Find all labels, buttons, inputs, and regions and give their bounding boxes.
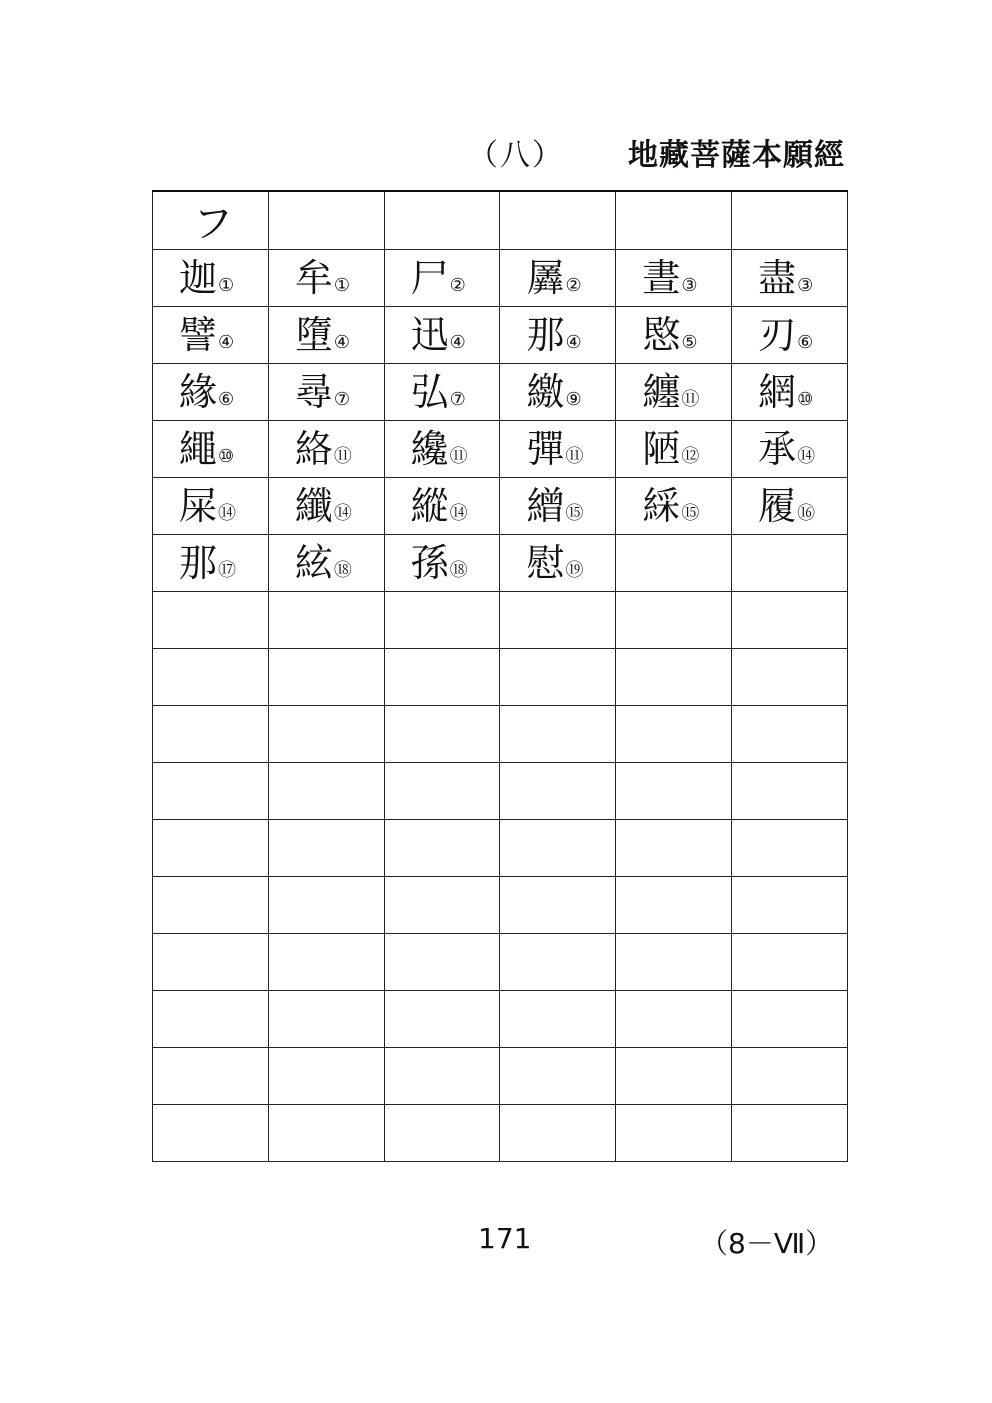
grid-cell — [732, 649, 848, 706]
grid-row — [153, 478, 848, 535]
entry-character: 那 — [526, 313, 565, 357]
grid-row — [153, 934, 848, 991]
grid-cell — [384, 763, 500, 820]
grid-cell — [153, 592, 269, 649]
grid-cell — [616, 991, 732, 1048]
grid-cell — [500, 191, 616, 250]
grid-cell — [500, 991, 616, 1048]
grid-cell — [384, 991, 500, 1048]
part-label: （八） — [468, 138, 564, 173]
entry-number: ④ — [449, 332, 466, 353]
grid-cell — [384, 649, 500, 706]
entry-number: ③ — [797, 275, 814, 296]
grid-cell — [268, 763, 384, 820]
grid-row — [153, 535, 848, 592]
grid-cell — [384, 1105, 500, 1162]
grid-cell — [268, 535, 384, 592]
entry-character: 迅 — [410, 313, 449, 357]
entry-number: ⑦ — [333, 389, 350, 410]
page-code: （8－Ⅶ） — [700, 1227, 834, 1260]
grid-cell — [616, 649, 732, 706]
grid-cell — [616, 191, 732, 250]
grid-cell — [153, 478, 269, 535]
grid-cell — [153, 1048, 269, 1105]
entry-character: 譬 — [179, 313, 218, 357]
entry-character: 羼 — [526, 256, 565, 300]
grid-cell — [384, 592, 500, 649]
entry-number: ⑪ — [565, 446, 584, 467]
grid-row — [153, 706, 848, 763]
entry-character: 彈 — [526, 427, 565, 471]
grid-cell — [500, 1105, 616, 1162]
entry-character: 履 — [758, 484, 797, 528]
entry-character: 纏 — [642, 370, 681, 414]
grid-row — [153, 592, 848, 649]
entry-number: ② — [565, 275, 582, 296]
grid-row — [153, 877, 848, 934]
entry-number: ⑥ — [218, 389, 235, 410]
grid-cell — [500, 763, 616, 820]
entry-number: ⑪ — [681, 389, 700, 410]
entry-number: ⑩ — [218, 446, 235, 467]
entry-character: 緣 — [179, 370, 218, 414]
entry-number: ⑭ — [333, 503, 352, 524]
entry-character: 刃 — [758, 313, 797, 357]
entry-character: 陋 — [642, 427, 681, 471]
entry-number: ③ — [681, 275, 698, 296]
entry-character: 屎 — [179, 484, 218, 528]
grid-cell — [616, 763, 732, 820]
grid-cell — [616, 478, 732, 535]
grid-cell — [384, 421, 500, 478]
entry-number: ⑪ — [333, 446, 352, 467]
grid-cell — [616, 877, 732, 934]
entry-number: ⑮ — [565, 503, 584, 524]
grid-cell — [500, 364, 616, 421]
entry-number: ⑩ — [797, 389, 814, 410]
grid-cell — [153, 191, 269, 250]
grid-cell — [153, 421, 269, 478]
grid-cell — [500, 478, 616, 535]
grid-cell — [732, 706, 848, 763]
entry-number: ① — [333, 275, 350, 296]
entry-character: 絃 — [294, 541, 333, 585]
entry-character: 縱 — [410, 484, 449, 528]
grid-cell — [616, 535, 732, 592]
grid-row — [153, 649, 848, 706]
grid-cell — [616, 307, 732, 364]
grid-row — [153, 191, 848, 250]
grid-cell — [616, 706, 732, 763]
entry-number: ⑨ — [565, 389, 582, 410]
grid-row — [153, 991, 848, 1048]
grid-cell — [616, 421, 732, 478]
grid-cell — [268, 934, 384, 991]
grid-cell — [616, 1105, 732, 1162]
entry-number: ② — [449, 275, 466, 296]
grid-cell — [268, 820, 384, 877]
entry-number: ⑰ — [218, 560, 237, 581]
grid-cell — [384, 820, 500, 877]
grid-cell — [153, 934, 269, 991]
grid-cell — [384, 535, 500, 592]
grid-cell — [732, 307, 848, 364]
entry-character: 承 — [758, 427, 797, 471]
grid-cell — [268, 421, 384, 478]
grid-cell — [732, 820, 848, 877]
grid-cell — [732, 421, 848, 478]
grid-cell — [384, 364, 500, 421]
entry-number: ④ — [565, 332, 582, 353]
entry-character: 繒 — [526, 484, 565, 528]
grid-row — [153, 250, 848, 307]
entry-number: ⑲ — [565, 560, 584, 581]
grid-cell — [500, 820, 616, 877]
grid-cell — [732, 250, 848, 307]
grid-cell — [500, 934, 616, 991]
grid-cell — [500, 250, 616, 307]
entry-character: 慰 — [526, 541, 565, 585]
entry-number: ⑱ — [449, 560, 468, 581]
grid-cell — [616, 1048, 732, 1105]
grid-cell — [500, 1048, 616, 1105]
character-grid — [152, 190, 848, 1162]
grid-cell — [732, 191, 848, 250]
grid-cell — [384, 478, 500, 535]
entry-character: 纖 — [294, 484, 333, 528]
entry-number: ④ — [333, 332, 350, 353]
entry-character: 迦 — [179, 256, 218, 300]
entry-character: 孫 — [410, 541, 449, 585]
entry-number: ① — [218, 275, 235, 296]
entry-number: ⑥ — [797, 332, 814, 353]
grid-cell — [500, 535, 616, 592]
entry-character: 纔 — [410, 427, 449, 471]
grid-cell — [500, 307, 616, 364]
entry-character: 繩 — [179, 427, 218, 471]
grid-cell — [616, 934, 732, 991]
grid-cell — [732, 535, 848, 592]
grid-cell — [500, 877, 616, 934]
grid-cell — [732, 877, 848, 934]
entry-number: ⑱ — [333, 560, 352, 581]
grid-cell — [616, 820, 732, 877]
entry-character: 尋 — [294, 370, 333, 414]
grid-cell — [268, 877, 384, 934]
grid-cell — [153, 364, 269, 421]
page-number: 171 — [478, 1222, 532, 1255]
grid-row — [153, 421, 848, 478]
grid-cell — [384, 307, 500, 364]
grid-cell — [384, 191, 500, 250]
entry-number: ④ — [218, 332, 235, 353]
grid-cell — [500, 649, 616, 706]
entry-character: 盡 — [758, 256, 797, 300]
entry-character: 墮 — [294, 313, 333, 357]
entry-number: ⑯ — [797, 503, 816, 524]
grid-cell — [732, 763, 848, 820]
entry-number: ⑫ — [681, 446, 700, 467]
entry-character: 繳 — [526, 370, 565, 414]
grid-cell — [732, 1105, 848, 1162]
grid-cell — [268, 364, 384, 421]
grid-cell — [732, 934, 848, 991]
grid-cell — [153, 820, 269, 877]
grid-cell — [616, 250, 732, 307]
entry-character: 絡 — [294, 427, 333, 471]
grid-cell — [616, 364, 732, 421]
grid-cell — [616, 592, 732, 649]
grid-cell — [268, 649, 384, 706]
grid-cell — [153, 991, 269, 1048]
grid-cell — [268, 191, 384, 250]
grid-cell — [268, 307, 384, 364]
grid-cell — [500, 706, 616, 763]
grid-cell — [153, 535, 269, 592]
grid-cell — [732, 1048, 848, 1105]
grid-cell — [732, 592, 848, 649]
grid-cell — [384, 1048, 500, 1105]
entry-number: ⑤ — [681, 332, 698, 353]
entry-character: 晝 — [642, 256, 681, 300]
grid-cell — [153, 877, 269, 934]
grid-cell — [732, 991, 848, 1048]
grid-cell — [153, 250, 269, 307]
grid-cell — [500, 592, 616, 649]
grid-cell — [153, 307, 269, 364]
grid-cell — [268, 706, 384, 763]
entry-character: 愍 — [642, 313, 681, 357]
grid-row — [153, 307, 848, 364]
grid-cell — [153, 706, 269, 763]
grid-cell — [268, 1105, 384, 1162]
grid-cell — [384, 706, 500, 763]
grid-cell — [500, 421, 616, 478]
section-mark: フ — [193, 201, 233, 247]
grid-row — [153, 364, 848, 421]
grid-cell — [732, 364, 848, 421]
grid-cell — [268, 991, 384, 1048]
grid-row — [153, 763, 848, 820]
entry-number: ⑪ — [449, 446, 468, 467]
entry-number: ⑦ — [449, 389, 466, 410]
entry-character: 牟 — [294, 256, 333, 300]
grid-cell — [153, 763, 269, 820]
grid-cell — [384, 877, 500, 934]
entry-number: ⑮ — [681, 503, 700, 524]
entry-character: 綵 — [642, 484, 681, 528]
grid-cell — [268, 1048, 384, 1105]
entry-character: 弘 — [410, 370, 449, 414]
grid-cell — [732, 478, 848, 535]
entry-number: ⑭ — [218, 503, 237, 524]
grid-row — [153, 1105, 848, 1162]
grid-cell — [384, 250, 500, 307]
entry-character: 那 — [179, 541, 218, 585]
entry-character: 尸 — [410, 256, 449, 300]
grid-cell — [268, 592, 384, 649]
grid-row — [153, 1048, 848, 1105]
entry-number: ⑭ — [797, 446, 816, 467]
grid-cell — [384, 934, 500, 991]
entry-character: 網 — [758, 370, 797, 414]
entry-number: ⑭ — [449, 503, 468, 524]
book-title: 地藏菩薩本願經 — [628, 138, 845, 173]
grid-row — [153, 820, 848, 877]
grid-cell — [268, 478, 384, 535]
grid-cell — [153, 649, 269, 706]
grid-cell — [268, 250, 384, 307]
grid-cell — [153, 1105, 269, 1162]
